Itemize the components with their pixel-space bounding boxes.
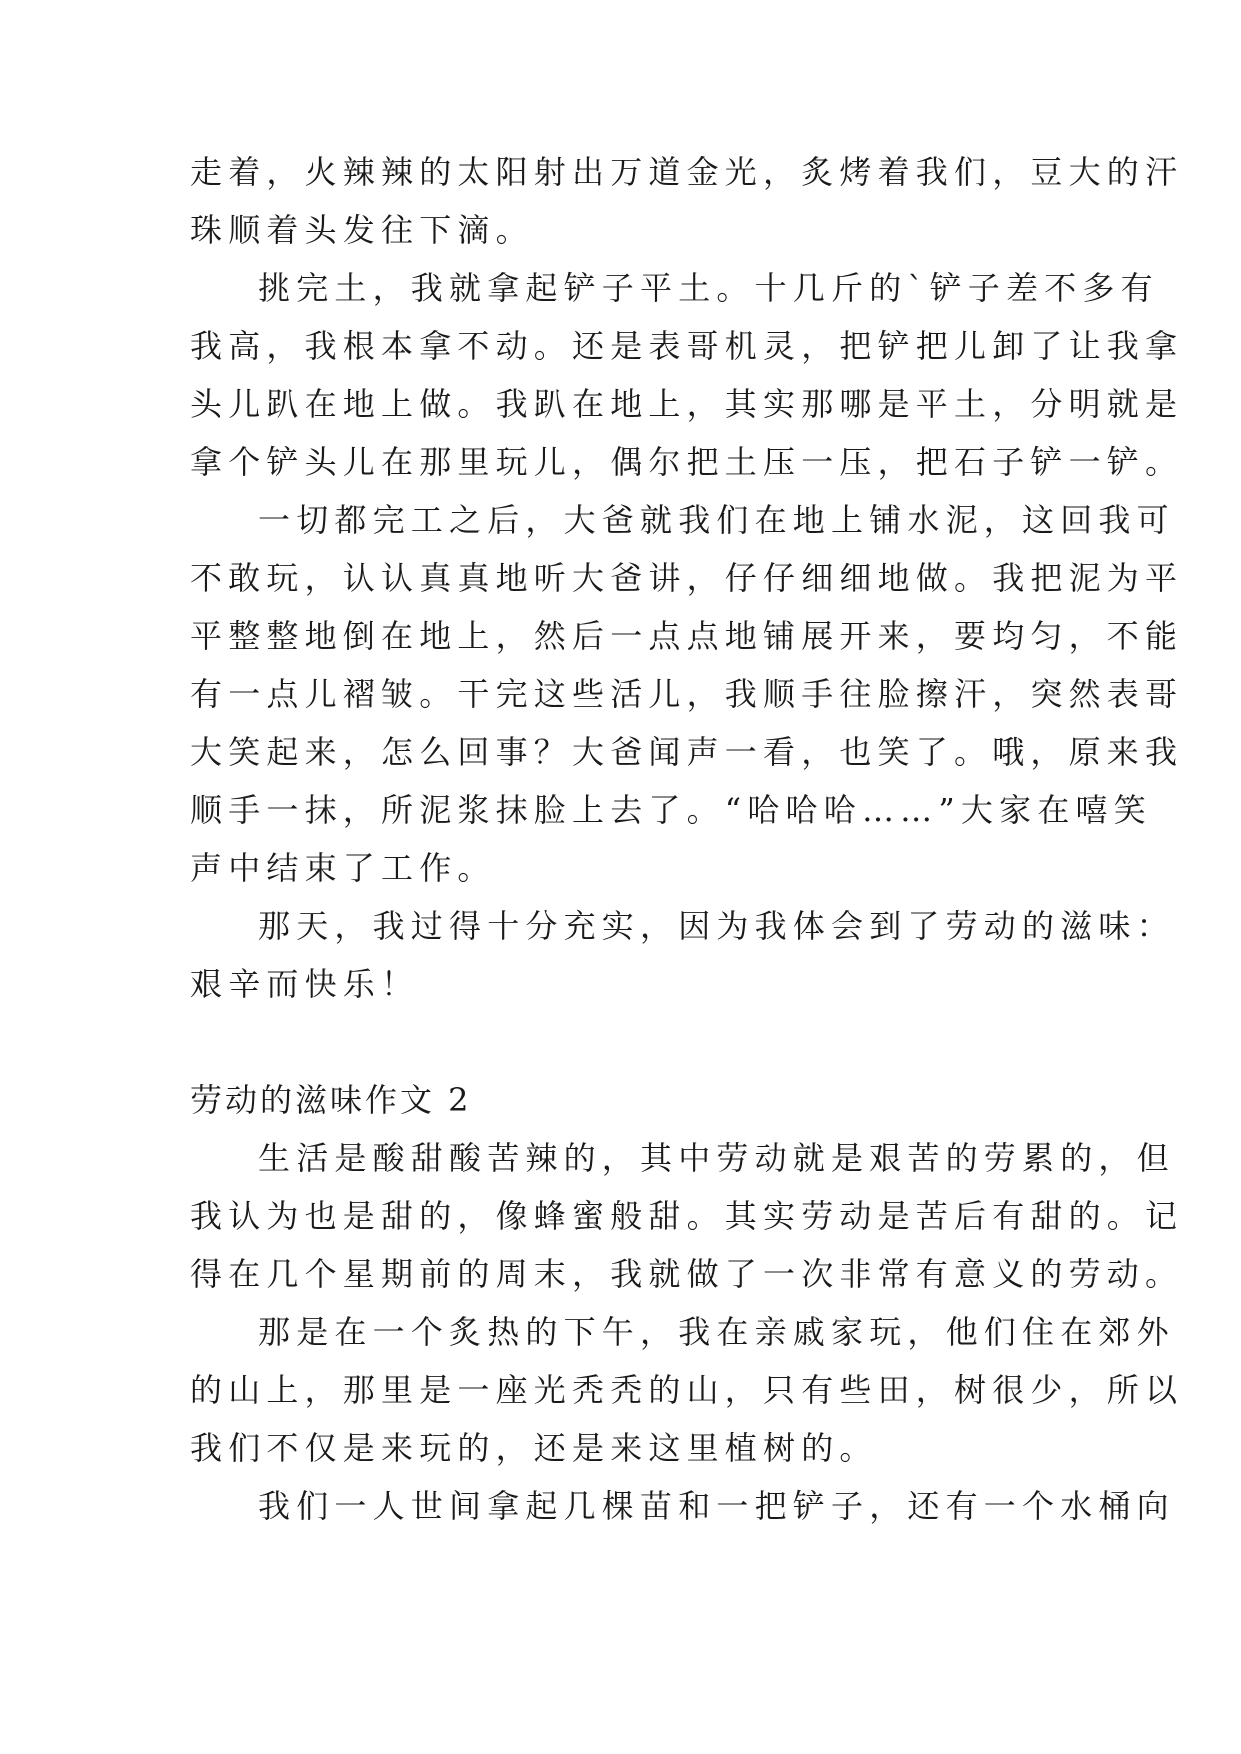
text-line: 我高，我根本拿不动。还是表哥机灵，把铲把儿卸了让我拿 (190, 327, 1184, 365)
text-line: 的山上，那里是一座光秃秃的山，只有些田，树很少，所以 (190, 1371, 1184, 1409)
text-line: 艰辛而快乐！ (190, 965, 420, 1003)
text-line: 得在几个星期前的周末，我就做了一次非常有意义的劳动。 (190, 1255, 1184, 1293)
text-line: 头儿趴在地上做。我趴在地上，其实那哪是平土，分明就是 (190, 385, 1184, 423)
text-line: 我们不仅是来玩的，还是来这里植树的。 (190, 1429, 878, 1467)
text-line: 我认为也是甜的，像蜂蜜般甜。其实劳动是苦后有甜的。记 (190, 1197, 1184, 1235)
text-line: 走着，火辣辣的太阳射出万道金光，炙烤着我们，豆大的汗 (190, 153, 1184, 191)
paragraph-first-line: 生活是酸甜酸苦辣的，其中劳动就是艰苦的劳累的，但 (258, 1139, 1175, 1177)
text-line: 不敢玩，认认真真地听大爸讲，仔仔细细地做。我把泥为平 (190, 559, 1184, 597)
text-line: 有一点儿褶皱。干完这些活儿，我顺手往脸擦汗，突然表哥 (190, 675, 1184, 713)
text-line: 平整整地倒在地上，然后一点点地铺展开来，要均匀，不能 (190, 617, 1184, 655)
text-line: 拿个铲头儿在那里玩儿，偶尔把土压一压，把石子铲一铲。 (190, 443, 1184, 481)
paragraph-first-line: 那是在一个炙热的下午，我在亲戚家玩，他们住在郊外 (258, 1313, 1175, 1351)
text-line: 顺手一抹，所泥浆抹脸上去了。“哈哈哈……”大家在嘻笑 (190, 791, 1152, 829)
paragraph-first-line: 那天，我过得十分充实，因为我体会到了劳动的滋味： (258, 907, 1175, 945)
paragraph-first-line: 挑完土，我就拿起铲子平土。十几斤的`铲子差不多有 (258, 269, 1159, 307)
section-heading: 劳动的滋味作文 2 (190, 1081, 472, 1119)
paragraph-first-line: 我们一人世间拿起几棵苗和一把铲子，还有一个水桶向 (258, 1487, 1175, 1525)
paragraph-first-line: 一切都完工之后，大爸就我们在地上铺水泥，这回我可 (258, 501, 1175, 539)
text-line: 珠顺着头发往下滴。 (190, 211, 534, 249)
text-line: 大笑起来，怎么回事？大爸闻声一看，也笑了。哦，原来我 (190, 733, 1184, 771)
text-line: 声中结束了工作。 (190, 849, 496, 887)
